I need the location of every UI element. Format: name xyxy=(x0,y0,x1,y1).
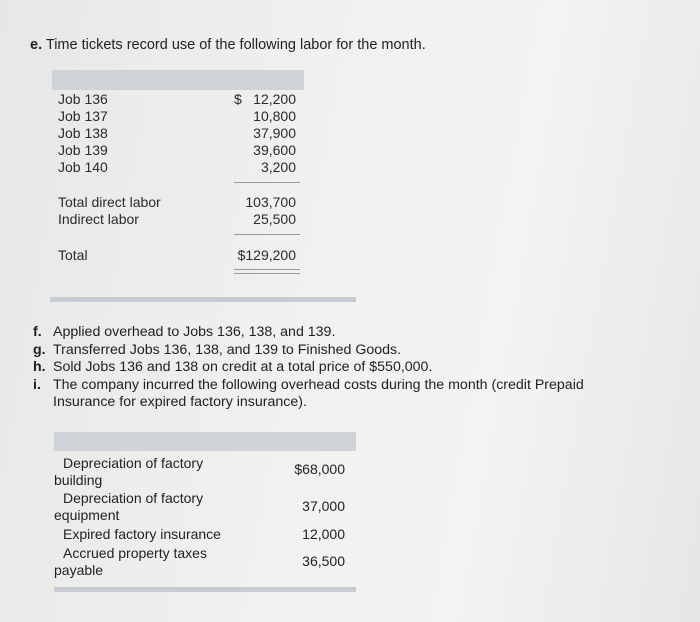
section-e-marker: e. xyxy=(30,37,43,53)
event-text: Transferred Jobs 136, 138, and 139 to Finished Goods. xyxy=(53,341,402,358)
job-amount: 3,200 xyxy=(260,159,296,175)
overhead-item xyxy=(54,526,254,543)
section-e-heading xyxy=(30,37,426,53)
indirect-labor-amount: 25,500 xyxy=(253,211,296,227)
job-label: Job 138 xyxy=(58,125,108,141)
overhead-item-label: Expired factory insurance xyxy=(63,526,221,542)
total-direct-labor-label: Total direct labor xyxy=(58,194,161,210)
overhead-item xyxy=(54,490,254,524)
job-amount: 37,900 xyxy=(253,125,296,141)
labor-row xyxy=(52,108,304,125)
overhead-item-label: Accrued property taxes xyxy=(63,545,207,561)
event-text: The company incurred the following overhead costs during the month (credit Prepaid xyxy=(53,376,584,393)
labor-table-footer xyxy=(50,297,356,302)
indirect-labor-label: Indirect labor xyxy=(58,211,139,227)
total-direct-labor-amount: 103,700 xyxy=(245,194,296,210)
job-amount: 12,200 xyxy=(253,91,296,107)
labor-table-header xyxy=(52,70,304,90)
event-item xyxy=(33,324,673,342)
currency-symbol: $ xyxy=(234,91,242,107)
job-label: Job 140 xyxy=(58,159,108,175)
overhead-item-label-continued: building xyxy=(54,472,103,488)
events-list xyxy=(33,324,673,412)
overhead-table-footer xyxy=(54,587,356,592)
double-rule-bottom xyxy=(234,273,300,274)
subtotal-rule xyxy=(234,182,300,183)
total-amount: $129,200 xyxy=(237,247,296,263)
job-amount: 39,600 xyxy=(253,142,296,158)
labor-row xyxy=(52,125,304,142)
labor-row xyxy=(52,142,304,159)
overhead-item-amount: 12,000 xyxy=(302,526,345,542)
event-text: Sold Jobs 136 and 138 on credit at a total price of $550,000. xyxy=(53,359,433,375)
section-e-text: Time tickets record use of the following labor for the month. xyxy=(45,37,426,53)
job-label: Job 136 xyxy=(58,91,108,107)
overhead-item xyxy=(54,455,254,489)
event-marker: i. xyxy=(33,376,41,393)
overhead-item xyxy=(54,545,254,579)
overhead-table-header xyxy=(54,432,356,451)
overhead-item-amount: 37,000 xyxy=(302,498,345,514)
overhead-item-label: Depreciation of factory xyxy=(63,455,204,471)
event-marker: g. xyxy=(33,341,46,358)
event-item xyxy=(33,377,673,412)
event-item xyxy=(33,359,673,377)
total-row xyxy=(52,247,304,264)
overhead-item-label-continued: equipment xyxy=(54,507,120,523)
job-amount: 10,800 xyxy=(253,108,296,124)
event-marker: h. xyxy=(33,359,46,375)
labor-row xyxy=(52,91,304,108)
indirect-labor-row xyxy=(52,211,304,228)
total-label: Total xyxy=(58,247,88,263)
job-label: Job 137 xyxy=(58,108,108,124)
event-marker: f. xyxy=(33,324,42,340)
overhead-item-amount: 36,500 xyxy=(302,553,345,569)
event-text-continued: Insurance for expired factory insurance). xyxy=(53,394,307,410)
total-direct-labor-row xyxy=(52,194,304,211)
overhead-item-label: Depreciation of factory xyxy=(63,490,204,506)
job-label: Job 139 xyxy=(58,142,108,158)
event-text: Applied overhead to Jobs 136, 138, and 139. xyxy=(53,324,336,340)
overhead-item-amount: $68,000 xyxy=(294,461,345,477)
labor-table xyxy=(52,70,304,263)
labor-row xyxy=(52,159,304,176)
total-rule xyxy=(234,234,300,235)
double-rule-top xyxy=(234,269,300,270)
event-item xyxy=(33,342,673,360)
overhead-item-label-continued: payable xyxy=(54,562,104,578)
